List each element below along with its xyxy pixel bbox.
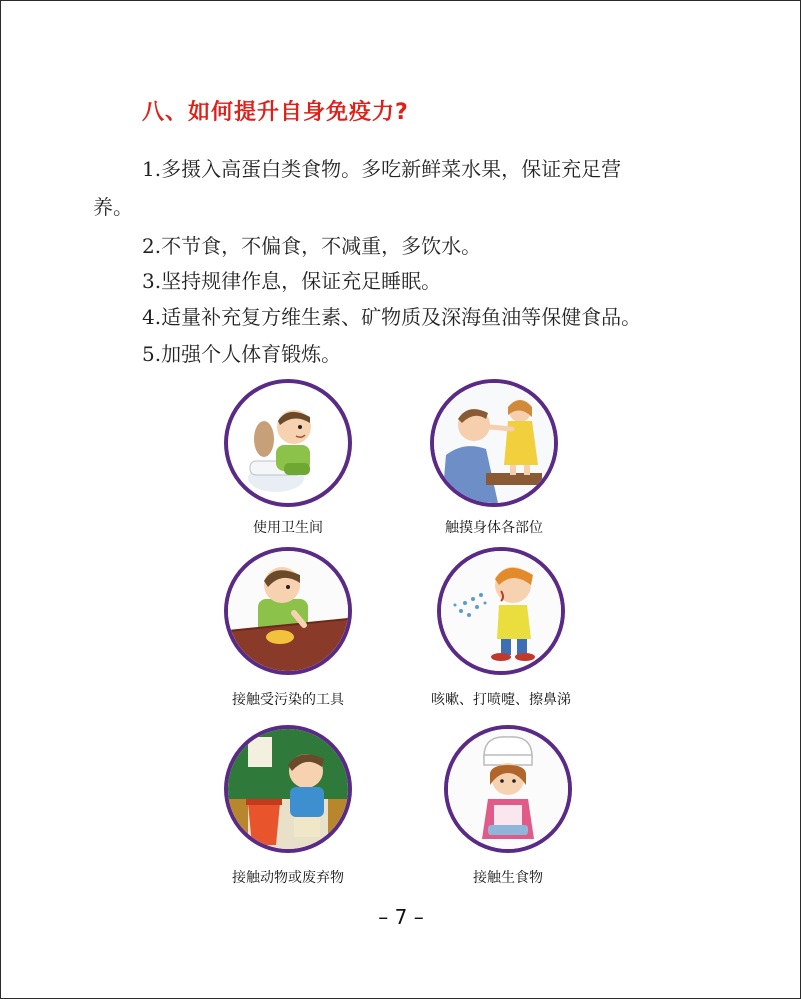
list-item-2: 2.不节食，不偏食，不减重，多饮水。 [142, 234, 482, 258]
caption-cough-sneeze: 咳嗽、打喷嚏、擦鼻涕 [431, 692, 571, 708]
caption-contaminated-tools: 接触受污染的工具 [232, 692, 344, 708]
list-item-5: 5.加强个人体育锻炼。 [142, 342, 342, 366]
caption-animal-waste: 接触动物或废弃物 [232, 870, 344, 886]
caption-touch-body: 触摸身体各部位 [445, 520, 543, 536]
raw-food-icon [444, 725, 572, 853]
toilet-child-icon [224, 379, 352, 507]
caption-raw-food: 接触生食物 [473, 870, 543, 886]
list-item-4: 4.适量补充复方维生素、矿物质及深海鱼油等保健食品。 [142, 305, 642, 329]
touch-face-icon [430, 379, 558, 507]
caption-toilet: 使用卫生间 [253, 520, 323, 536]
section-heading: 八、如何提升自身免疫力? [142, 100, 409, 125]
list-item-1-line-2: 养。 [93, 195, 133, 219]
cough-sneeze-icon [437, 547, 565, 675]
animal-waste-icon [224, 725, 352, 853]
list-item-3: 3.坚持规律作息，保证充足睡眠。 [142, 269, 442, 293]
page-number: – 7 – [378, 905, 424, 929]
list-item-1-line-1: 1.多摄入高蛋白类食物。多吃新鲜菜水果，保证充足营 [142, 157, 622, 181]
contaminated-tools-icon [224, 547, 352, 675]
